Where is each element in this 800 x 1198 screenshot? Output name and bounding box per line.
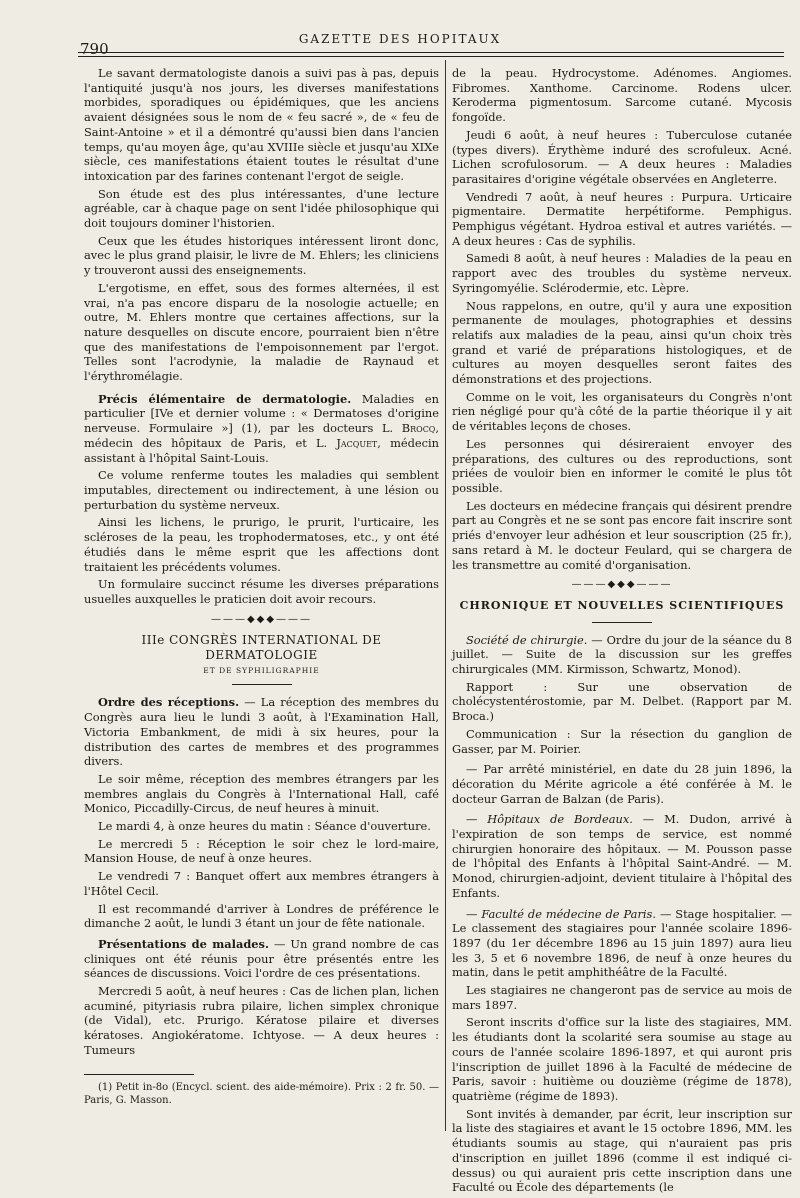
paragraph: Société de chirurgie. — Ordre du jour de la séance du 8 juillet. — Suite de la discussion sur les greffes chirurgicales (MM. Kirmisson, Schwartz, Monod).	[452, 632, 792, 677]
section-title-congres: IIIe CONGRÈS INTERNATIONAL DE DERMATOLOGIE	[141, 633, 382, 663]
short-rule	[592, 622, 652, 623]
ornament-divider: ———◆◆◆———	[210, 613, 313, 625]
paragraph: — Hôpitaux de Bordeaux. — M. Dudon, arrivé à l'expiration de son temps de service, est nommé chirurgien honoraire des hôpitaux. — M. Pousson passe de l'hôpital des Enfants à l'hôpital Saint-André. — M. Monod, chirurgien-adjoint, devient titulaire à l'hôpital des Enfants.	[452, 812, 792, 900]
right-column	[452, 66, 792, 1198]
paragraph: Le savant dermatologiste danois a suivi pas à pas, depuis l'antiquité jusqu'à nos jours, les diverses manifestations morbides, sporadiques ou épidémiques, que les anciens avaient désignées sous le nom de « feu sacré », de « feu de Saint-Antoine » et il a démontré qu'aussi bien dans l'ancien temps, qu'au moyen âge, qu'au XVIIIe siècle et jusqu'au XIXe siècle, ces manifestations étaient toutes le résultat d'une intoxication par des farines contenant l'ergot de seigle.	[84, 66, 439, 183]
column-separator	[445, 60, 446, 1131]
paragraph: Le soir même, réception des membres étrangers par les membres anglais du Congrès à l'International Hall, café Monico, Piccadilly-Circus, de neuf heures à minuit.	[84, 771, 439, 816]
paragraph: Ordre des réceptions. — La réception des membres du Congrès aura lieu le lundi 3 août, à l'Examination Hall, Victoria Embankment, de midi à six heures, pour la distribution des cartes de membres et des programmes divers.	[84, 695, 440, 769]
ornament-divider: ———◆◆◆———	[571, 579, 673, 591]
paragraph: Samedi 8 août, à neuf heures : Maladies de la peau en rapport avec des troubles du système nerveux. Syringomyélie. Sclérodermie, etc. Lèpre.	[452, 251, 792, 295]
paragraph: Seront inscrits d'office sur la liste des stagiaires, MM. les étudiants dont la scolarité sera soumise au stage au cours de l'année scolaire 1896-1897, et qui auront pris l'inscription de juillet 1896 à la Faculté de médecine de Paris, savoir : huitième ou douzième (régime de 1878), quatrième (régime de 1893).	[452, 1015, 792, 1103]
paragraph: Le mercredi 5 : Réception le soir chez le lord-maire, Mansion House, de neuf à onze heures.	[84, 836, 439, 866]
paragraph: Présentations de malades. — Un grand nombre de cas cliniques ont été réunis pour être présentés entre les séances de discussions. Voici l'ordre de ces présentations.	[84, 936, 439, 981]
paragraph: Vendredi 7 août, à neuf heures : Purpura. Urticaire pigmentaire. Dermatite herpétiforme. Pemphigus. Pemphigus végétant. Hydroa estival et autres variétés. — A deux heures : Cas de syphilis.	[452, 189, 792, 248]
paragraph: Nous rappelons, en outre, qu'il y aura une exposition permanente de moulages, photographies et dessins relatifs aux maladies de la peau, ainsi qu'un choix très grand et varié de préparations histologiques, et de cultures au moyen desquelles seront faites des démonstrations et des projections.	[452, 298, 792, 387]
short-rule	[232, 684, 292, 685]
paragraph: — Par arrêté ministériel, en date du 28 juin 1896, la décoration du Mérite agricole a été conférée à M. le docteur Garran de Balzan (de Paris).	[452, 762, 792, 806]
paragraph: — Faculté de médecine de Paris. — Stage hospitalier. — Le classement des stagiaires pour l'année scolaire 1896-1897 (du 1er décembre 1896 au 15 juin 1897) aura lieu les 3, 5 et 6 novembre 1896, de neuf à onze heures du matin, dans le petit amphithéâtre de la Faculté.	[452, 906, 792, 980]
paragraph: de la peau. Hydrocystome. Adénomes. Angiomes. Fibromes. Xanthome. Carcinome. Rodens ulcer. Keroderma pigmentosum. Sarcome cutané. Mycosis fongoïde.	[452, 66, 792, 125]
section-subtitle: ET DE SYPHILIGRAPHIE	[203, 665, 320, 675]
paragraph: Les docteurs en médecine français qui désirent prendre part au Congrès et ne se sont pas encore fait inscrire sont priés d'envoyer leur adhésion et leur souscription (25 fr.), sans retard à M. le docteur Feulard, qui se chargera de les transmettre au comité d'organisation.	[452, 498, 792, 572]
paragraph: Les stagiaires ne changeront pas de service au mois de mars 1897.	[452, 983, 792, 1012]
review-lead: Précis élémentaire de dermatologie.	[98, 391, 352, 406]
footnote: (1) Petit in-8o (Encycl. scient. des aide-mémoire). Prix : 2 fr. 50. — Paris, G. Masson.	[84, 1081, 439, 1106]
paragraph: Sont invités à demander, par écrit, leur inscription sur la liste des stagiaires et avant le 15 octobre 1896, MM. les étudiants soumis au stage, qui n'auraient pas pris d'inscription en juillet 1896 (comme il est indiqué ci-dessus) ou qui auraient pris cette inscription dans une Faculté ou École des départements (le	[452, 1106, 792, 1195]
review-paragraph: Précis élémentaire de dermatologie. Maladies en particulier [IVe et dernier volume : « Dermatoses d'origine nerveuse. Formulaire »] (1), par les docteurs L. Brocq, médecin des hôpitaux de Paris, et L. Jacquet, médecin assistant à l'hôpital Saint-Louis.	[84, 391, 440, 465]
paragraph: Mercredi 5 août, à neuf heures : Cas de lichen plan, lichen acuminé, pityriasis rubra pilaire, lichen simplex chronique (de Vidal), etc. Prurigo. Kératose pilaire et diverses kératoses. Angiokératome. Ichtyose. — A deux heures : Tumeurs	[84, 984, 439, 1057]
paragraph: Ainsi les lichens, le prurigo, le prurit, l'urticaire, les scléroses de la peau, les trophodermatoses, etc., y ont été étudiés dans le même esprit que les affections dont traitaient les précédents volumes.	[84, 515, 439, 574]
header-rule-thin	[78, 56, 784, 57]
paragraph: Rapport : Sur une observation de cholécystentérostomie, par M. Delbet. (Rapport par M. Broca.)	[452, 679, 792, 724]
header-rule	[78, 52, 784, 53]
paragraph: Communication : Sur la résection du ganglion de Gasser, par M. Poirier.	[452, 726, 792, 756]
paragraph: Le mardi 4, à onze heures du matin : Séance d'ouverture.	[98, 819, 431, 834]
page-number: 790	[80, 40, 109, 58]
paragraph: Le vendredi 7 : Banquet offert aux membres étrangers à l'Hôtel Cecil.	[84, 869, 439, 898]
paragraph: Il est recommandé d'arriver à Londres de préférence le dimanche 2 août, le lundi 3 étant un jour de fête nationale.	[84, 901, 439, 931]
paragraph: Jeudi 6 août, à neuf heures : Tuberculose cutanée (types divers). Érythème induré des scrofuleux. Acné. Lichen scrofulosorum. — A deux heures : Maladies parasitaires d'origine végétale observées en Angleterre.	[452, 127, 792, 186]
left-column	[84, 66, 439, 1107]
paragraph: L'ergotisme, en effet, sous des formes alternées, il est vrai, n'a pas encore disparu de la nosologie actuelle; en outre, M. Ehlers montre que certaines affections, sur la nature desquelles on discute encore, pourraient bien n'être que des manifestations de l'empoisonnement par l'ergot. Telles sont l'acrodynie, la maladie de Raynaud et l'érythromélagie.	[84, 280, 439, 384]
paragraph: Les personnes qui désireraient envoyer des préparations, des cultures ou des reproductions, sont priées de vouloir bien en informer le comité le plus tôt possible.	[452, 436, 792, 495]
paragraph: Un formulaire succinct résume les diverses préparations usuelles auxquelles le praticien doit avoir recours.	[84, 577, 439, 606]
paragraph: Ce volume renferme toutes les maladies qui semblent imputables, directement ou indirectement, à une lésion ou perturbation du système nerveux.	[84, 468, 439, 512]
paragraph: Son étude est des plus intéressantes, d'une lecture agréable, car à chaque page on sent l'idée philosophique qui doit toujours dominer l'historien.	[84, 186, 439, 231]
paragraph: Comme on le voit, les organisateurs du Congrès n'ont rien négligé pour qu'à côté de la partie théorique il y ait de véritables leçons de choses.	[452, 389, 792, 434]
section-title-chronique: CHRONIQUE ET NOUVELLES SCIENTIFIQUES	[459, 598, 785, 612]
footnote-rule	[84, 1074, 194, 1075]
paragraph: Ceux que les études historiques intéressent liront donc, avec le plus grand plaisir, le livre de M. Ehlers; les cliniciens y trouveront aussi des enseignements.	[84, 233, 439, 278]
running-title: GAZETTE DES HOPITAUX	[298, 32, 502, 46]
